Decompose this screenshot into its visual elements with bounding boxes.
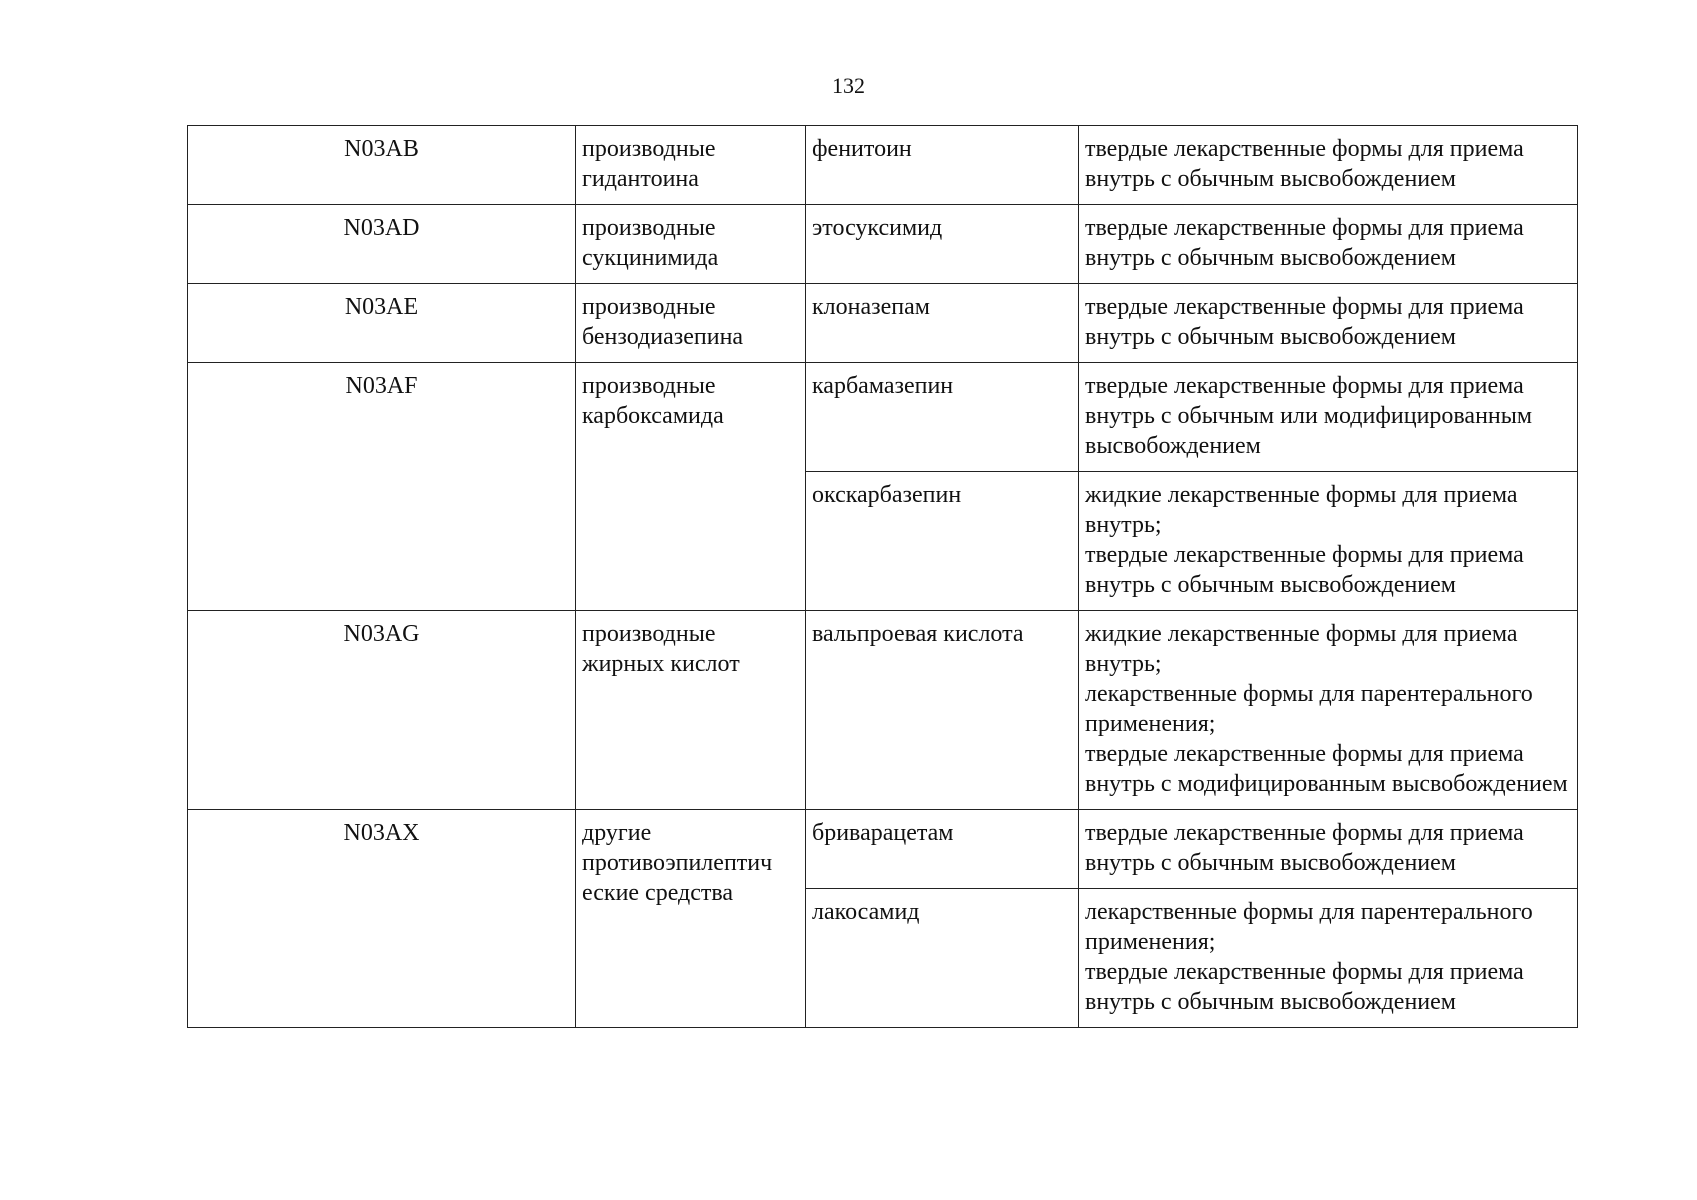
atc-code-cell: N03AB — [188, 126, 576, 205]
dosage-form-line: твердые лекарственные формы для приема внутрь с обычным высвобождением — [1085, 959, 1524, 1015]
dosage-form-line: твердые лекарственные формы для приема внутрь с обычным высвобождением — [1085, 820, 1524, 876]
dosage-form-line: жидкие лекарственные формы для приема внутрь; — [1085, 482, 1518, 538]
dosage-forms-cell — [1079, 611, 1578, 810]
group-name-cell: производные сукцинимида — [576, 205, 806, 284]
drug-table — [187, 125, 1578, 1028]
dosage-form-line: твердые лекарственные формы для приема внутрь с обычным высвобождением — [1085, 294, 1524, 350]
drug-name-cell: вальпроевая кислота — [806, 611, 1079, 810]
drug-name-cell: этосуксимид — [806, 205, 1079, 284]
dosage-form-line: лекарственные формы для парентерального применения; — [1085, 899, 1533, 955]
drug-name-cell: лакосамид — [806, 889, 1079, 1028]
dosage-form-line: жидкие лекарственные формы для приема внутрь; — [1085, 621, 1518, 677]
group-name-cell: производные карбоксамида — [576, 363, 806, 611]
group-name-cell: производные бензодиазепина — [576, 284, 806, 363]
table-row — [188, 284, 1578, 363]
drug-name-cell: окскарбазепин — [806, 472, 1079, 611]
dosage-forms-cell — [1079, 205, 1578, 284]
dosage-form-line: твердые лекарственные формы для приема внутрь с обычным высвобождением — [1085, 542, 1524, 598]
table-row — [188, 611, 1578, 810]
atc-code-cell: N03AE — [188, 284, 576, 363]
dosage-forms-cell — [1079, 284, 1578, 363]
drug-name-cell: фенитоин — [806, 126, 1079, 205]
table-row — [188, 126, 1578, 205]
dosage-forms-cell — [1079, 810, 1578, 889]
table-row — [188, 205, 1578, 284]
dosage-form-line: твердые лекарственные формы для приема внутрь с модифицированным высвобождением — [1085, 741, 1568, 797]
table-row — [188, 363, 1578, 472]
dosage-form-line: лекарственные формы для парентерального применения; — [1085, 681, 1533, 737]
atc-code-cell: N03AG — [188, 611, 576, 810]
dosage-forms-cell — [1079, 472, 1578, 611]
page-number: 132 — [832, 73, 865, 98]
drug-name-cell: клоназепам — [806, 284, 1079, 363]
atc-code-cell: N03AF — [188, 363, 576, 611]
dosage-form-line: твердые лекарственные формы для приема внутрь с обычным высвобождением — [1085, 215, 1524, 271]
group-name-cell: производные жирных кислот — [576, 611, 806, 810]
drug-name-cell: карбамазепин — [806, 363, 1079, 472]
dosage-forms-cell — [1079, 126, 1578, 205]
atc-code-cell: N03AX — [188, 810, 576, 1028]
dosage-form-line: твердые лекарственные формы для приема внутрь с обычным или модифицированным высвобождением — [1085, 373, 1533, 459]
table-row — [188, 810, 1578, 889]
dosage-forms-cell — [1079, 889, 1578, 1028]
group-name-cell: производные гидантоина — [576, 126, 806, 205]
dosage-forms-cell — [1079, 363, 1578, 472]
group-name-cell: другие противоэпилептич еские средства — [576, 810, 806, 1028]
drug-name-cell: бриварацетам — [806, 810, 1079, 889]
dosage-form-line: твердые лекарственные формы для приема внутрь с обычным высвобождением — [1085, 136, 1524, 192]
atc-code-cell: N03AD — [188, 205, 576, 284]
